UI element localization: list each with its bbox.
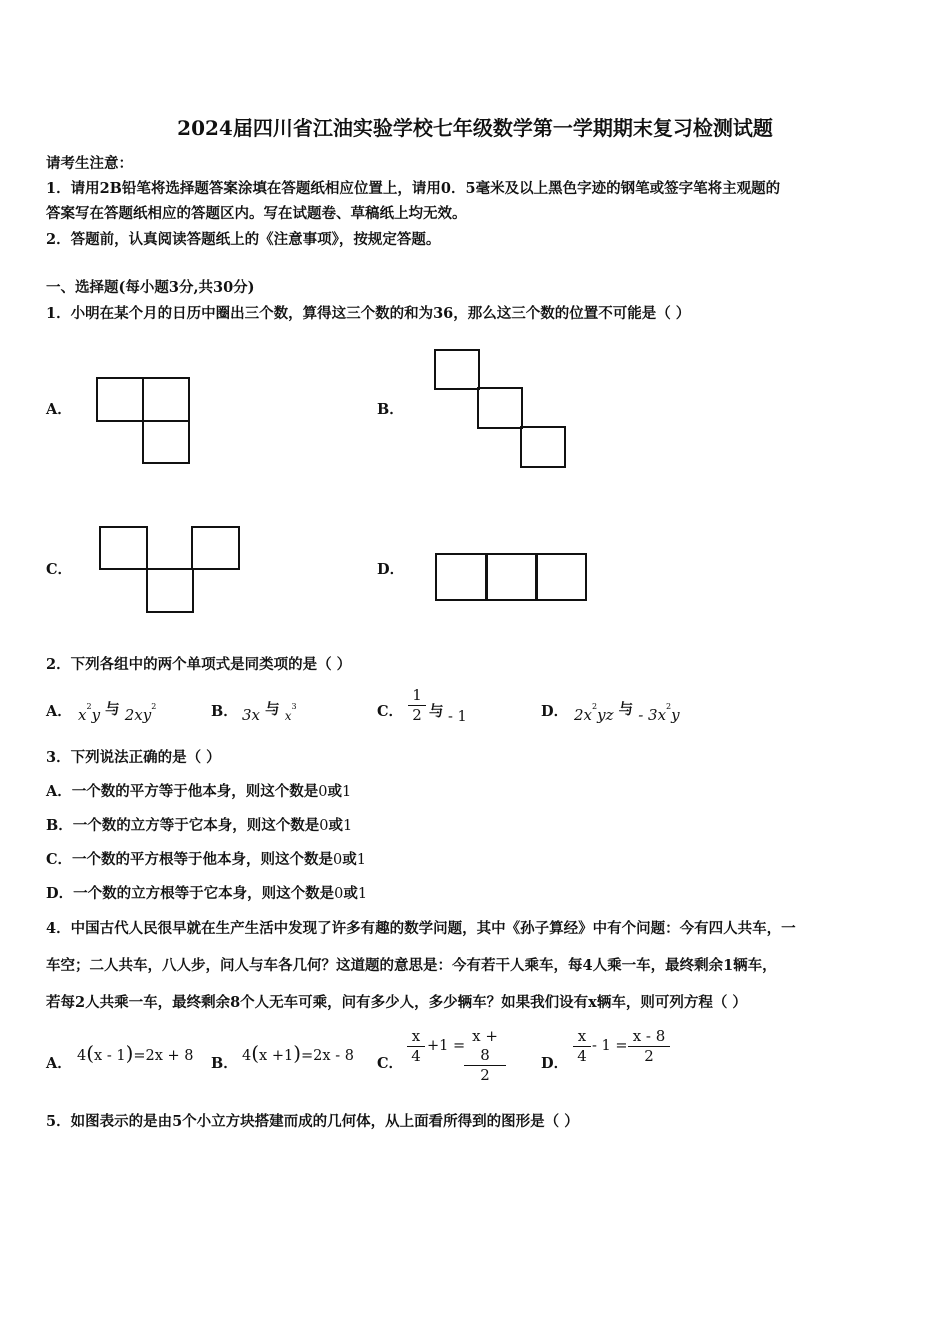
numerator: 1 — [408, 686, 426, 706]
grid-cell — [434, 349, 480, 390]
option-label: D． — [46, 885, 74, 902]
math-term: - 1 — [448, 709, 467, 725]
math-term: 4 — [242, 1048, 252, 1064]
option-text: 一个数的立方根等于它本身，则这个数是 — [73, 885, 335, 902]
option-text: 一个数的立方等于它本身，则这个数是 — [72, 817, 320, 834]
q2-option-a[interactable] — [78, 701, 157, 725]
q3-option-c[interactable] — [46, 848, 366, 869]
q2-option-c-label: C． — [377, 703, 404, 720]
notice-line-1a: 1．请用2B铅笔将选择题答案涂填在答题纸相应位置上，请用0．5毫米及以上黑色字迹的钢笔或签字笔将主观题的 — [46, 180, 781, 197]
conjunction: 或 — [343, 885, 358, 902]
q4-option-b-label: B． — [211, 1055, 238, 1072]
grid-cell — [142, 420, 190, 464]
numerator: x — [573, 1027, 591, 1047]
value: 0 — [333, 852, 343, 868]
math-term: y — [671, 706, 680, 724]
conjunction: 或 — [342, 851, 357, 868]
grid-cell — [520, 426, 566, 468]
q4-option-a[interactable]: 4(x - 1)=2x + 8 — [77, 1041, 194, 1065]
option-text: 一个数的平方等于他本身，则这个数是 — [71, 783, 319, 800]
grid-cell — [146, 568, 194, 613]
math-term: =2x + 8 — [133, 1048, 194, 1064]
exponent: 2 — [86, 702, 92, 711]
exponent: 3 — [291, 702, 297, 711]
q4-stem-line-2: 车空；二人共车，八人步，问人与车各几何？这道题的意思是：今有若干人乘车，每4人乘一车，最终剩余1辆车， — [46, 957, 777, 974]
q2-option-d[interactable] — [574, 701, 680, 725]
math-term: +1 = — [427, 1038, 466, 1054]
page-title: 2024届四川省江油实验学校七年级数学第一学期期末复习检测试题 — [177, 116, 773, 140]
fraction — [573, 1027, 591, 1066]
q4-stem-line-1: 4．中国古代人民很早就在生产生活中发现了许多有趣的数学问题，其中《孙子算经》中有个问题：今有四人共车，一 — [46, 920, 796, 937]
conjunction: 与 — [618, 701, 634, 718]
conjunction: 或 — [328, 817, 343, 834]
numerator: x + 8 — [464, 1027, 506, 1066]
denominator: 4 — [577, 1047, 587, 1065]
denominator: 2 — [644, 1047, 654, 1065]
conjunction: 与 — [105, 701, 120, 718]
grid-cell — [485, 553, 538, 601]
notice-line-2: 2．答题前，认真阅读答题纸上的《注意事项》，按规定答题。 — [46, 231, 441, 248]
value: 1 — [356, 852, 367, 868]
math-term: 2x — [574, 706, 593, 724]
grid-cell — [96, 377, 144, 422]
q1-stem: 1．小明在某个月的日历中圈出三个数，算得这三个数的和为36，那么这三个数的位置不可能是（ ） — [46, 305, 691, 322]
conjunction: 或 — [327, 783, 342, 800]
notice-line-1b: 答案写在答题纸相应的答题区内。写在试题卷、草稿纸上均无效。 — [46, 205, 467, 222]
q4-option-a-label: A． — [46, 1055, 72, 1072]
value: 1 — [342, 784, 352, 800]
q3-option-d[interactable] — [46, 882, 367, 903]
math-term: 2xy — [124, 706, 152, 724]
notice-heading: 请考生注意： — [46, 155, 133, 172]
q3-stem: 3．下列说法正确的是（ ） — [46, 749, 221, 766]
math-term: x — [284, 709, 292, 723]
value: 1 — [343, 818, 353, 834]
q3-option-a[interactable] — [46, 780, 351, 801]
numerator: x — [407, 1027, 425, 1047]
math-term: x +1 — [259, 1048, 294, 1064]
q4-stem-line-3: 若每2人共乘一车，最终剩余8个人无车可乘，问有多少人，多少辆车？如果我们设有x辆车，则可列方程（ ） — [46, 994, 747, 1011]
conjunction: 与 — [429, 703, 444, 720]
exponent: 2 — [151, 702, 157, 711]
grid-cell — [99, 526, 148, 570]
q1-option-a-label: A． — [46, 401, 72, 418]
fraction — [464, 1027, 506, 1085]
option-text: 一个数的平方根等于他本身，则这个数是 — [72, 851, 334, 868]
value: 0 — [319, 818, 329, 834]
q2-option-d-label: D． — [541, 703, 569, 720]
fraction — [628, 1027, 670, 1066]
denominator: 2 — [412, 706, 422, 724]
q5-stem: 5．如图表示的是由5个小立方块搭建而成的几何体，从上面看所得到的图形是（ ） — [46, 1113, 579, 1130]
value: 1 — [357, 886, 368, 902]
fraction — [408, 686, 426, 725]
q4-option-b[interactable]: 4(x +1)=2x - 8 — [242, 1041, 354, 1065]
option-label: C． — [46, 851, 73, 868]
q4-option-d-label: D． — [541, 1055, 569, 1072]
math-term: 3x — [242, 706, 261, 724]
option-label: A． — [46, 783, 72, 800]
math-term: x — [78, 706, 87, 724]
q1-option-c-label: C． — [46, 561, 73, 578]
grid-cell — [191, 526, 240, 570]
option-label: B． — [46, 817, 73, 834]
grid-cell — [535, 553, 587, 601]
q1-option-b-label: B． — [377, 401, 404, 418]
numerator: x - 8 — [628, 1027, 670, 1047]
math-term: y — [91, 706, 101, 724]
q1-option-d-label: D． — [377, 561, 405, 578]
math-term: - 1 = — [592, 1038, 628, 1054]
math-term: x - 1 — [94, 1048, 126, 1064]
q2-option-a-label: A． — [46, 703, 72, 720]
grid-cell — [435, 553, 488, 601]
q2-stem: 2．下列各组中的两个单项式是同类项的是（ ） — [46, 656, 352, 673]
conjunction: 与 — [265, 701, 280, 718]
exponent: 2 — [592, 702, 598, 711]
value: 0 — [334, 886, 344, 902]
value: 0 — [318, 784, 328, 800]
exponent: 2 — [666, 702, 672, 711]
denominator: 4 — [411, 1047, 421, 1065]
q2-option-b-label: B． — [211, 703, 238, 720]
fraction — [407, 1027, 425, 1066]
q3-option-b[interactable] — [46, 814, 352, 835]
grid-cell — [142, 377, 190, 422]
math-term: 4 — [77, 1048, 87, 1064]
math-term: - 3x — [638, 706, 667, 724]
section-heading: 一、选择题(每小题3分,共30分) — [46, 279, 255, 296]
q2-option-b[interactable] — [242, 701, 297, 725]
grid-cell — [477, 387, 523, 429]
math-term: yz — [597, 706, 614, 724]
denominator: 2 — [480, 1066, 490, 1084]
q4-option-c-label: C． — [377, 1055, 404, 1072]
math-term: =2x - 8 — [301, 1048, 354, 1064]
